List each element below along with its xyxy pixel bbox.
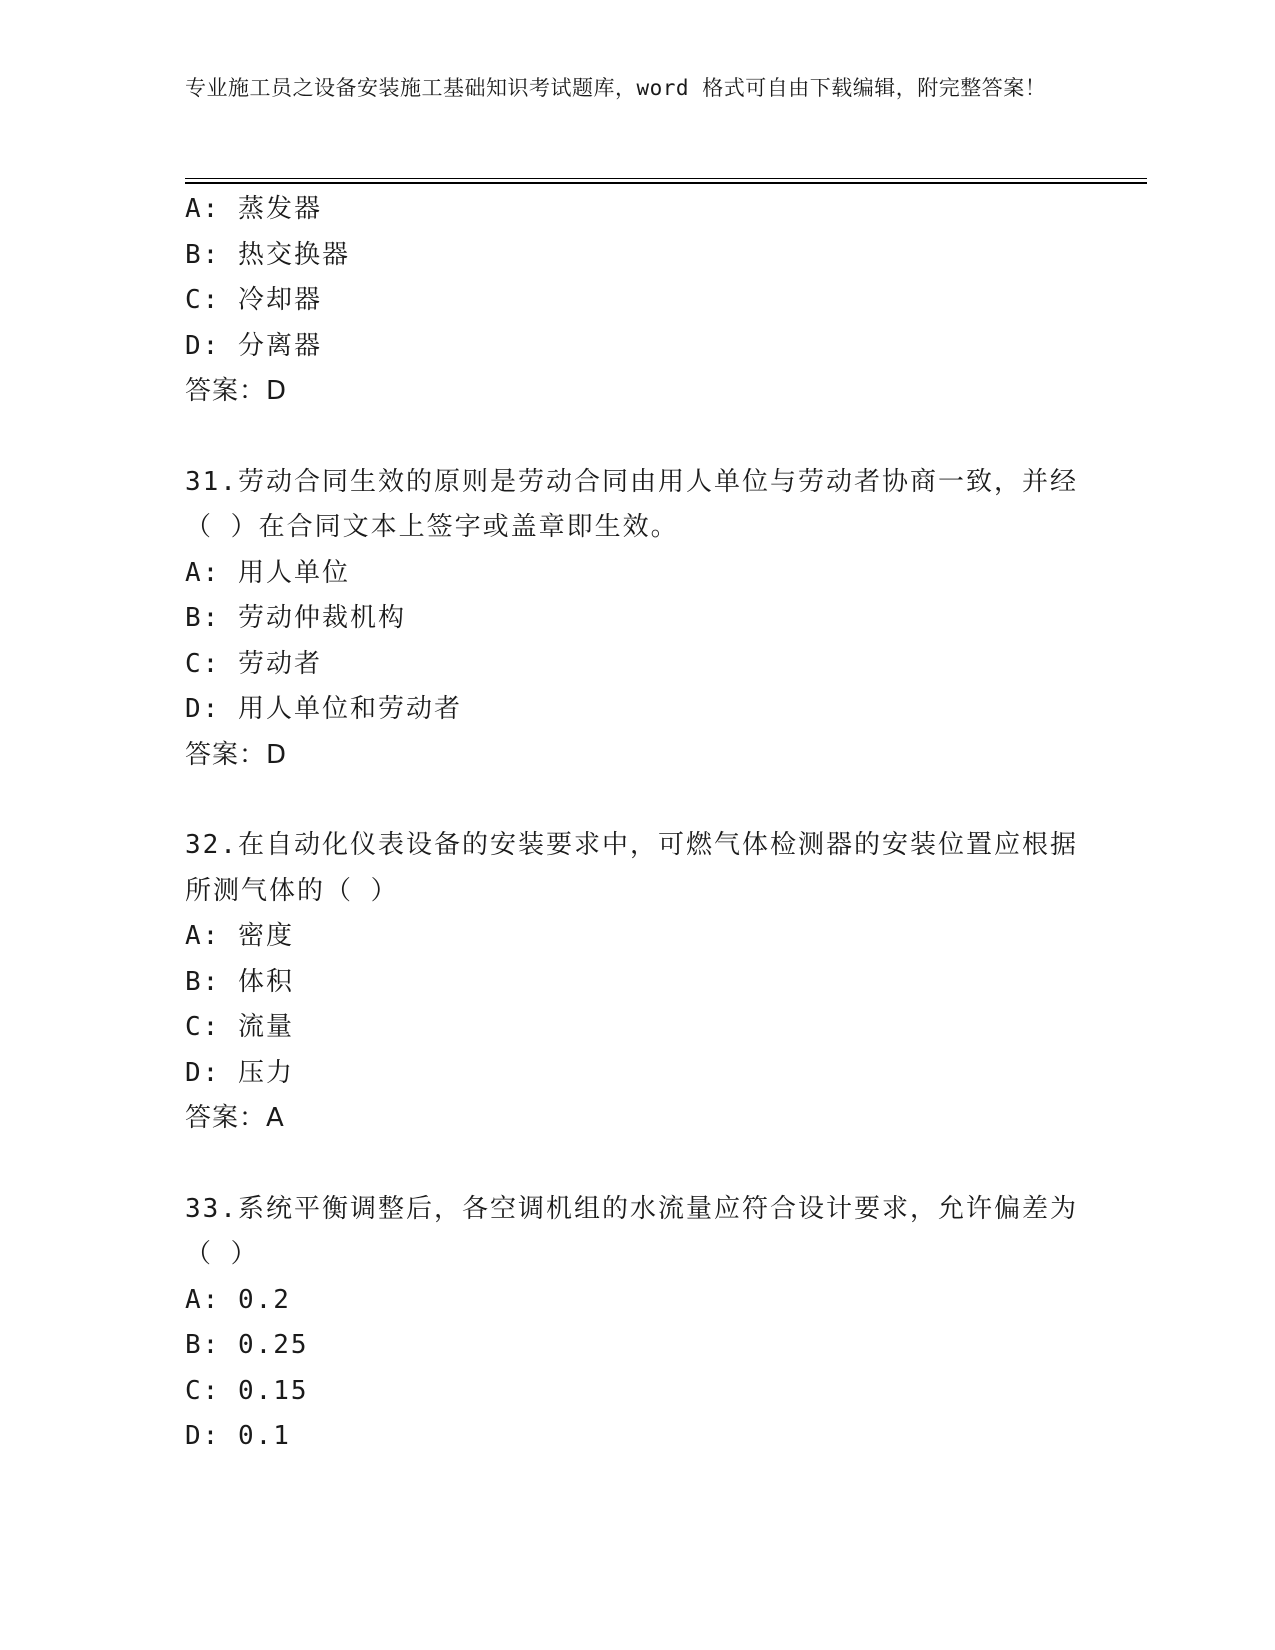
- answer-label: 答案：A: [185, 1103, 285, 1133]
- option-d: D: 分离器: [185, 330, 322, 361]
- option-a: A: 用人单位: [185, 557, 350, 588]
- question-stem: 32.在自动化仪表设备的安装要求中，可燃气体检测器的安装位置应根据所测气体的（ ）: [185, 830, 1078, 906]
- option-c: C: 劳动者: [185, 648, 322, 679]
- question-fragment: [185, 187, 1085, 415]
- question-stem: 31.劳动合同生效的原则是劳动合同由用人单位与劳动者协商一致，并经（ ）在合同文本上签字或盖章即生效。: [185, 466, 1078, 542]
- option-d: D: 0.1: [185, 1421, 291, 1451]
- option-b: B: 体积: [185, 966, 294, 997]
- question-stem: 33.系统平衡调整后，各空调机组的水流量应符合设计要求，允许偏差为（ ）: [185, 1193, 1078, 1269]
- answer-label: 答案：D: [185, 376, 288, 406]
- question-31: [185, 460, 1085, 779]
- option-a: A: 0.2: [185, 1284, 291, 1315]
- option-c: C: 流量: [185, 1012, 294, 1042]
- option-b: B: 劳动仲裁机构: [185, 603, 406, 633]
- question-32: [185, 823, 1085, 1142]
- option-d: D: 压力: [185, 1057, 294, 1088]
- option-a: A: 蒸发器: [185, 194, 322, 224]
- spacer: [185, 778, 1085, 823]
- spacer: [185, 415, 1085, 460]
- header-divider-thick: [185, 182, 1147, 184]
- question-33: [185, 1187, 1085, 1460]
- option-c: C: 0.15: [185, 1375, 309, 1406]
- option-a: A: 密度: [185, 921, 294, 951]
- option-b: B: 热交换器: [185, 239, 350, 270]
- answer-label: 答案：D: [185, 739, 288, 770]
- header-divider-thin: [185, 178, 1147, 179]
- page-header: 专业施工员之设备安装施工基础知识考试题库，word 格式可自由下载编辑，附完整答案！: [185, 76, 1047, 100]
- option-d: D: 用人单位和劳动者: [185, 694, 462, 724]
- question-content: [185, 187, 1085, 1460]
- option-c: C: 冷却器: [185, 285, 322, 315]
- option-b: B: 0.25: [185, 1330, 309, 1360]
- spacer: [185, 1142, 1085, 1187]
